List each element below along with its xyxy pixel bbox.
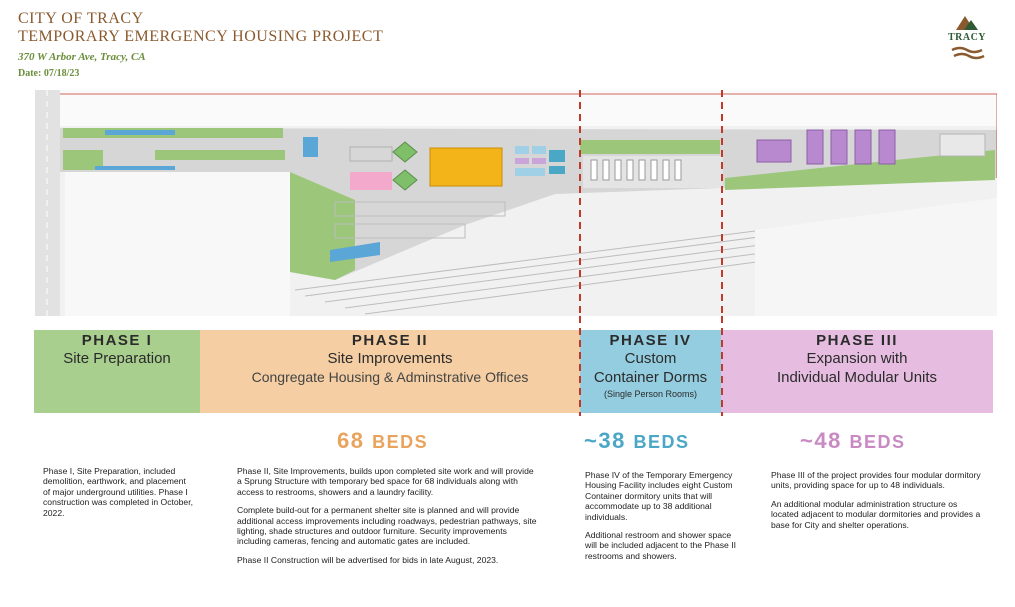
phase-2-bed-label: BEDS: [372, 432, 429, 452]
phase-2-subtitle: Congregate Housing & Adminstrative Offices: [251, 369, 529, 385]
phase-2-paragraph-3: Phase II Construction will be advertised for bids in late August, 2023.: [237, 554, 499, 565]
phase-3-description: [771, 470, 981, 538]
phase-2-title: PHASE II: [351, 332, 429, 349]
site-address: 370 W Arbor Ave, Tracy, CA: [18, 51, 146, 63]
phase-4-name-line-1: Custom: [624, 350, 677, 367]
phase-1-title: PHASE I: [81, 332, 153, 349]
phase-2-description: [237, 466, 537, 573]
phase-3-bed-count: ~48: [800, 428, 842, 453]
phase-2-bed-count: 68: [337, 428, 365, 453]
phase-2-name: Site Improvements: [327, 350, 453, 367]
document-date: Date: 07/18/23: [18, 68, 80, 79]
phase-4-paragraph-1: Phase IV of the Temporary Emergency Housing Facility includes eight Custom Container dormitory units that will accommodate up to 38 additional individuals.: [585, 470, 733, 522]
phase-4-band: [580, 330, 721, 413]
phase-divider-1: [578, 316, 582, 416]
phase-2-paragraph-2: Complete build-out for a permanent shelter site is planned and will provide additional access improvements including roadways, pedestrian pathways, site lighting, shade structures and outdoor furniture. Security improvements including cameras, fencing and automatic gates are included.: [237, 505, 537, 547]
phase-1-band: [34, 330, 200, 413]
phase-4-bed-count: ~38: [584, 428, 626, 453]
phase-2-paragraph-1: Phase II, Site Improvements, builds upon completed site work and will provide a Sprung Structure with temporary bed space for 68 individuals along with access to restrooms, showers and a laundry facility.: [237, 466, 534, 497]
phase-3-name-line-2: Individual Modular Units: [776, 369, 938, 386]
logo-text: TRACY: [947, 32, 987, 43]
phase-4-description: [585, 470, 745, 569]
phase-1-description: [43, 466, 193, 526]
title-line-2: TEMPORARY EMERGENCY HOUSING PROJECT: [18, 28, 384, 45]
phase-1-name: Site Preparation: [63, 350, 171, 367]
phase-3-paragraph-2: An additional modular administration structure os located adjacent to modular dormitories and provides a base for City and shelter operations.: [771, 498, 981, 530]
project-title: [18, 10, 383, 46]
phase-3-beds: [800, 428, 905, 454]
phase-divider-2: [720, 316, 724, 416]
tracy-logo: [942, 10, 992, 66]
phase-2-beds: [337, 428, 428, 454]
phase-4-note: (Single Person Rooms): [603, 389, 698, 399]
phase-3-name-line-1: Expansion with: [806, 350, 908, 367]
site-plan-drawing: [35, 90, 997, 316]
phase-4-title: PHASE IV: [609, 332, 692, 349]
phase-3-paragraph-1: Phase III of the project provides four modular dormitory units, providing space for up to 48 individuals.: [771, 470, 981, 491]
phase-4-paragraph-2: Additional restroom and shower space will be included adjacent to the Phase II restrooms and showers.: [585, 530, 736, 561]
phase-4-name-line-2: Container Dorms: [593, 369, 708, 386]
site-plan: [35, 90, 997, 316]
phase-4-bed-label: BEDS: [633, 432, 690, 452]
phase-2-band: [200, 330, 580, 413]
phase-1-paragraph: Phase I, Site Preparation, included demolition, earthwork, and placement of major underground utilities. Phase I construction was completed in October, 2022.: [43, 466, 193, 518]
title-line-1: CITY OF TRACY: [18, 10, 144, 27]
phase-3-bed-label: BEDS: [849, 432, 906, 452]
phase-3-title: PHASE III: [816, 332, 898, 349]
phase-4-beds: [584, 428, 689, 454]
phase-3-band: [721, 330, 993, 413]
